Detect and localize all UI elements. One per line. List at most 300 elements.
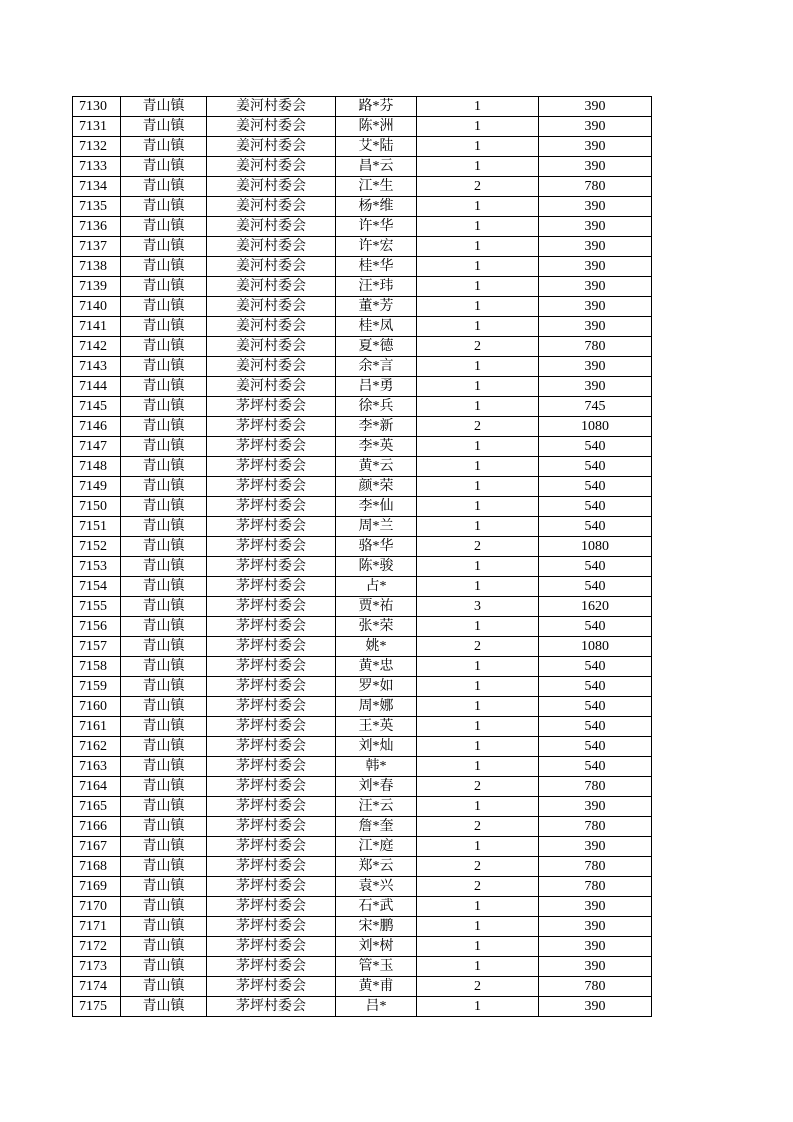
count-cell: 1	[417, 297, 539, 317]
amount-cell: 540	[539, 757, 652, 777]
row-number-cell: 7152	[73, 537, 121, 557]
count-cell: 1	[417, 737, 539, 757]
village-committee-cell: 姜河村委会	[207, 377, 336, 397]
name-cell: 刘*春	[336, 777, 417, 797]
count-cell: 1	[417, 237, 539, 257]
name-cell: 余*言	[336, 357, 417, 377]
count-cell: 2	[417, 337, 539, 357]
table-row	[73, 737, 652, 757]
town-cell: 青山镇	[121, 117, 207, 137]
table-row	[73, 557, 652, 577]
row-number-cell: 7174	[73, 977, 121, 997]
village-committee-cell: 茅坪村委会	[207, 397, 336, 417]
amount-cell: 780	[539, 857, 652, 877]
row-number-cell: 7154	[73, 577, 121, 597]
town-cell: 青山镇	[121, 637, 207, 657]
name-cell: 李*仙	[336, 497, 417, 517]
amount-cell: 745	[539, 397, 652, 417]
row-number-cell: 7139	[73, 277, 121, 297]
amount-cell: 1080	[539, 417, 652, 437]
amount-cell: 540	[539, 437, 652, 457]
village-committee-cell: 茅坪村委会	[207, 737, 336, 757]
amount-cell: 1080	[539, 537, 652, 557]
amount-cell: 780	[539, 337, 652, 357]
table-row	[73, 677, 652, 697]
town-cell: 青山镇	[121, 517, 207, 537]
town-cell: 青山镇	[121, 277, 207, 297]
count-cell: 3	[417, 597, 539, 617]
count-cell: 2	[417, 777, 539, 797]
row-number-cell: 7155	[73, 597, 121, 617]
town-cell: 青山镇	[121, 157, 207, 177]
count-cell: 1	[417, 317, 539, 337]
row-number-cell: 7163	[73, 757, 121, 777]
count-cell: 2	[417, 857, 539, 877]
village-committee-cell: 茅坪村委会	[207, 897, 336, 917]
data-table	[72, 96, 652, 1017]
table-row	[73, 517, 652, 537]
table-row	[73, 617, 652, 637]
amount-cell: 540	[539, 677, 652, 697]
amount-cell: 390	[539, 157, 652, 177]
name-cell: 许*华	[336, 217, 417, 237]
table-row	[73, 97, 652, 117]
table-row	[73, 117, 652, 137]
name-cell: 黄*云	[336, 457, 417, 477]
row-number-cell: 7135	[73, 197, 121, 217]
town-cell: 青山镇	[121, 877, 207, 897]
name-cell: 周*娜	[336, 697, 417, 717]
count-cell: 1	[417, 897, 539, 917]
table-row	[73, 337, 652, 357]
village-committee-cell: 姜河村委会	[207, 137, 336, 157]
town-cell: 青山镇	[121, 477, 207, 497]
count-cell: 1	[417, 797, 539, 817]
table-row	[73, 177, 652, 197]
name-cell: 陈*骏	[336, 557, 417, 577]
village-committee-cell: 茅坪村委会	[207, 477, 336, 497]
table-row	[73, 477, 652, 497]
town-cell: 青山镇	[121, 557, 207, 577]
row-number-cell: 7162	[73, 737, 121, 757]
town-cell: 青山镇	[121, 697, 207, 717]
count-cell: 1	[417, 357, 539, 377]
village-committee-cell: 姜河村委会	[207, 317, 336, 337]
row-number-cell: 7137	[73, 237, 121, 257]
count-cell: 1	[417, 657, 539, 677]
count-cell: 1	[417, 157, 539, 177]
table-row	[73, 957, 652, 977]
village-committee-cell: 茅坪村委会	[207, 497, 336, 517]
row-number-cell: 7165	[73, 797, 121, 817]
village-committee-cell: 茅坪村委会	[207, 797, 336, 817]
amount-cell: 390	[539, 117, 652, 137]
amount-cell: 390	[539, 937, 652, 957]
village-committee-cell: 茅坪村委会	[207, 997, 336, 1017]
town-cell: 青山镇	[121, 937, 207, 957]
row-number-cell: 7141	[73, 317, 121, 337]
row-number-cell: 7138	[73, 257, 121, 277]
row-number-cell: 7140	[73, 297, 121, 317]
table-row	[73, 297, 652, 317]
name-cell: 黄*忠	[336, 657, 417, 677]
name-cell: 罗*如	[336, 677, 417, 697]
name-cell: 路*芬	[336, 97, 417, 117]
count-cell: 1	[417, 377, 539, 397]
name-cell: 韩*	[336, 757, 417, 777]
name-cell: 李*英	[336, 437, 417, 457]
name-cell: 占*	[336, 577, 417, 597]
name-cell: 董*芳	[336, 297, 417, 317]
table-row	[73, 317, 652, 337]
row-number-cell: 7149	[73, 477, 121, 497]
table-row	[73, 657, 652, 677]
table-row	[73, 757, 652, 777]
town-cell: 青山镇	[121, 497, 207, 517]
amount-cell: 390	[539, 957, 652, 977]
count-cell: 2	[417, 977, 539, 997]
village-committee-cell: 姜河村委会	[207, 177, 336, 197]
name-cell: 颜*荣	[336, 477, 417, 497]
row-number-cell: 7130	[73, 97, 121, 117]
amount-cell: 540	[539, 477, 652, 497]
village-committee-cell: 茅坪村委会	[207, 517, 336, 537]
amount-cell: 390	[539, 97, 652, 117]
table-row	[73, 577, 652, 597]
name-cell: 宋*鹏	[336, 917, 417, 937]
town-cell: 青山镇	[121, 137, 207, 157]
town-cell: 青山镇	[121, 597, 207, 617]
amount-cell: 390	[539, 257, 652, 277]
row-number-cell: 7169	[73, 877, 121, 897]
town-cell: 青山镇	[121, 457, 207, 477]
name-cell: 王*英	[336, 717, 417, 737]
amount-cell: 390	[539, 197, 652, 217]
count-cell: 1	[417, 477, 539, 497]
town-cell: 青山镇	[121, 977, 207, 997]
village-committee-cell: 茅坪村委会	[207, 597, 336, 617]
count-cell: 1	[417, 517, 539, 537]
town-cell: 青山镇	[121, 397, 207, 417]
village-committee-cell: 茅坪村委会	[207, 617, 336, 637]
village-committee-cell: 茅坪村委会	[207, 677, 336, 697]
table-row	[73, 897, 652, 917]
table-row	[73, 837, 652, 857]
count-cell: 1	[417, 457, 539, 477]
table-row	[73, 357, 652, 377]
name-cell: 汪*云	[336, 797, 417, 817]
table-row	[73, 817, 652, 837]
name-cell: 江*生	[336, 177, 417, 197]
amount-cell: 540	[539, 657, 652, 677]
count-cell: 1	[417, 997, 539, 1017]
row-number-cell: 7170	[73, 897, 121, 917]
count-cell: 1	[417, 277, 539, 297]
village-committee-cell: 茅坪村委会	[207, 957, 336, 977]
amount-cell: 390	[539, 297, 652, 317]
name-cell: 汪*玮	[336, 277, 417, 297]
row-number-cell: 7173	[73, 957, 121, 977]
count-cell: 1	[417, 957, 539, 977]
row-number-cell: 7147	[73, 437, 121, 457]
town-cell: 青山镇	[121, 417, 207, 437]
count-cell: 1	[417, 917, 539, 937]
table-row	[73, 257, 652, 277]
row-number-cell: 7142	[73, 337, 121, 357]
amount-cell: 390	[539, 277, 652, 297]
town-cell: 青山镇	[121, 797, 207, 817]
count-cell: 1	[417, 137, 539, 157]
table-row	[73, 397, 652, 417]
village-committee-cell: 姜河村委会	[207, 297, 336, 317]
count-cell: 1	[417, 217, 539, 237]
amount-cell: 780	[539, 777, 652, 797]
count-cell: 1	[417, 837, 539, 857]
town-cell: 青山镇	[121, 677, 207, 697]
count-cell: 2	[417, 877, 539, 897]
village-committee-cell: 茅坪村委会	[207, 437, 336, 457]
table-row	[73, 717, 652, 737]
name-cell: 刘*灿	[336, 737, 417, 757]
village-committee-cell: 茅坪村委会	[207, 877, 336, 897]
town-cell: 青山镇	[121, 737, 207, 757]
amount-cell: 390	[539, 797, 652, 817]
row-number-cell: 7134	[73, 177, 121, 197]
name-cell: 杨*维	[336, 197, 417, 217]
village-committee-cell: 姜河村委会	[207, 337, 336, 357]
town-cell: 青山镇	[121, 957, 207, 977]
table-row	[73, 277, 652, 297]
table-row	[73, 997, 652, 1017]
row-number-cell: 7145	[73, 397, 121, 417]
table-row	[73, 497, 652, 517]
count-cell: 1	[417, 697, 539, 717]
name-cell: 袁*兴	[336, 877, 417, 897]
row-number-cell: 7143	[73, 357, 121, 377]
table-row	[73, 237, 652, 257]
village-committee-cell: 茅坪村委会	[207, 717, 336, 737]
table-row	[73, 157, 652, 177]
town-cell: 青山镇	[121, 337, 207, 357]
row-number-cell: 7151	[73, 517, 121, 537]
town-cell: 青山镇	[121, 617, 207, 637]
name-cell: 桂*凤	[336, 317, 417, 337]
amount-cell: 390	[539, 917, 652, 937]
amount-cell: 390	[539, 317, 652, 337]
count-cell: 1	[417, 437, 539, 457]
count-cell: 2	[417, 537, 539, 557]
amount-cell: 540	[539, 617, 652, 637]
town-cell: 青山镇	[121, 297, 207, 317]
amount-cell: 780	[539, 177, 652, 197]
amount-cell: 540	[539, 577, 652, 597]
count-cell: 1	[417, 497, 539, 517]
village-committee-cell: 茅坪村委会	[207, 637, 336, 657]
village-committee-cell: 茅坪村委会	[207, 917, 336, 937]
name-cell: 黄*甫	[336, 977, 417, 997]
count-cell: 1	[417, 117, 539, 137]
count-cell: 1	[417, 617, 539, 637]
name-cell: 江*庭	[336, 837, 417, 857]
count-cell: 1	[417, 757, 539, 777]
row-number-cell: 7144	[73, 377, 121, 397]
row-number-cell: 7172	[73, 937, 121, 957]
village-committee-cell: 姜河村委会	[207, 197, 336, 217]
count-cell: 1	[417, 397, 539, 417]
village-committee-cell: 茅坪村委会	[207, 977, 336, 997]
village-committee-cell: 茅坪村委会	[207, 777, 336, 797]
table-row	[73, 197, 652, 217]
town-cell: 青山镇	[121, 237, 207, 257]
town-cell: 青山镇	[121, 177, 207, 197]
table-row	[73, 437, 652, 457]
table-row	[73, 537, 652, 557]
village-committee-cell: 姜河村委会	[207, 117, 336, 137]
village-committee-cell: 茅坪村委会	[207, 657, 336, 677]
table-row	[73, 777, 652, 797]
name-cell: 徐*兵	[336, 397, 417, 417]
village-committee-cell: 茅坪村委会	[207, 557, 336, 577]
row-number-cell: 7136	[73, 217, 121, 237]
amount-cell: 390	[539, 897, 652, 917]
row-number-cell: 7166	[73, 817, 121, 837]
table-row	[73, 597, 652, 617]
amount-cell: 540	[539, 737, 652, 757]
village-committee-cell: 茅坪村委会	[207, 537, 336, 557]
name-cell: 刘*树	[336, 937, 417, 957]
table-row	[73, 937, 652, 957]
row-number-cell: 7132	[73, 137, 121, 157]
name-cell: 骆*华	[336, 537, 417, 557]
count-cell: 2	[417, 637, 539, 657]
town-cell: 青山镇	[121, 577, 207, 597]
name-cell: 陈*洲	[336, 117, 417, 137]
village-committee-cell: 茅坪村委会	[207, 457, 336, 477]
village-committee-cell: 姜河村委会	[207, 157, 336, 177]
table-row	[73, 797, 652, 817]
count-cell: 1	[417, 257, 539, 277]
town-cell: 青山镇	[121, 857, 207, 877]
name-cell: 许*宏	[336, 237, 417, 257]
village-committee-cell: 姜河村委会	[207, 237, 336, 257]
town-cell: 青山镇	[121, 357, 207, 377]
village-committee-cell: 姜河村委会	[207, 257, 336, 277]
village-committee-cell: 茅坪村委会	[207, 757, 336, 777]
town-cell: 青山镇	[121, 917, 207, 937]
amount-cell: 780	[539, 977, 652, 997]
row-number-cell: 7146	[73, 417, 121, 437]
count-cell: 1	[417, 677, 539, 697]
count-cell: 2	[417, 817, 539, 837]
row-number-cell: 7158	[73, 657, 121, 677]
row-number-cell: 7171	[73, 917, 121, 937]
table-row	[73, 217, 652, 237]
amount-cell: 540	[539, 457, 652, 477]
row-number-cell: 7167	[73, 837, 121, 857]
count-cell: 1	[417, 97, 539, 117]
town-cell: 青山镇	[121, 657, 207, 677]
town-cell: 青山镇	[121, 97, 207, 117]
name-cell: 李*新	[336, 417, 417, 437]
amount-cell: 390	[539, 137, 652, 157]
row-number-cell: 7164	[73, 777, 121, 797]
amount-cell: 540	[539, 717, 652, 737]
village-committee-cell: 茅坪村委会	[207, 817, 336, 837]
town-cell: 青山镇	[121, 777, 207, 797]
table-row	[73, 917, 652, 937]
amount-cell: 540	[539, 697, 652, 717]
count-cell: 1	[417, 577, 539, 597]
amount-cell: 540	[539, 557, 652, 577]
town-cell: 青山镇	[121, 997, 207, 1017]
name-cell: 周*兰	[336, 517, 417, 537]
name-cell: 张*荣	[336, 617, 417, 637]
amount-cell: 390	[539, 837, 652, 857]
town-cell: 青山镇	[121, 317, 207, 337]
name-cell: 吕*	[336, 997, 417, 1017]
table-row	[73, 877, 652, 897]
name-cell: 姚*	[336, 637, 417, 657]
name-cell: 贾*祐	[336, 597, 417, 617]
village-committee-cell: 姜河村委会	[207, 357, 336, 377]
row-number-cell: 7153	[73, 557, 121, 577]
town-cell: 青山镇	[121, 537, 207, 557]
table-row	[73, 377, 652, 397]
name-cell: 詹*奎	[336, 817, 417, 837]
count-cell: 1	[417, 937, 539, 957]
table-row	[73, 457, 652, 477]
table-row	[73, 417, 652, 437]
row-number-cell: 7161	[73, 717, 121, 737]
town-cell: 青山镇	[121, 717, 207, 737]
town-cell: 青山镇	[121, 377, 207, 397]
town-cell: 青山镇	[121, 757, 207, 777]
village-committee-cell: 茅坪村委会	[207, 577, 336, 597]
table-row	[73, 977, 652, 997]
amount-cell: 390	[539, 357, 652, 377]
town-cell: 青山镇	[121, 197, 207, 217]
row-number-cell: 7175	[73, 997, 121, 1017]
row-number-cell: 7148	[73, 457, 121, 477]
row-number-cell: 7159	[73, 677, 121, 697]
table-body	[73, 97, 652, 1017]
amount-cell: 540	[539, 497, 652, 517]
town-cell: 青山镇	[121, 837, 207, 857]
count-cell: 1	[417, 717, 539, 737]
amount-cell: 390	[539, 217, 652, 237]
table-row	[73, 857, 652, 877]
name-cell: 管*玉	[336, 957, 417, 977]
name-cell: 石*武	[336, 897, 417, 917]
table-row	[73, 137, 652, 157]
row-number-cell: 7168	[73, 857, 121, 877]
village-committee-cell: 茅坪村委会	[207, 837, 336, 857]
count-cell: 2	[417, 177, 539, 197]
row-number-cell: 7150	[73, 497, 121, 517]
town-cell: 青山镇	[121, 217, 207, 237]
town-cell: 青山镇	[121, 897, 207, 917]
town-cell: 青山镇	[121, 437, 207, 457]
count-cell: 1	[417, 197, 539, 217]
amount-cell: 1620	[539, 597, 652, 617]
village-committee-cell: 姜河村委会	[207, 217, 336, 237]
town-cell: 青山镇	[121, 817, 207, 837]
name-cell: 艾*陆	[336, 137, 417, 157]
village-committee-cell: 茅坪村委会	[207, 857, 336, 877]
name-cell: 昌*云	[336, 157, 417, 177]
row-number-cell: 7157	[73, 637, 121, 657]
amount-cell: 390	[539, 377, 652, 397]
